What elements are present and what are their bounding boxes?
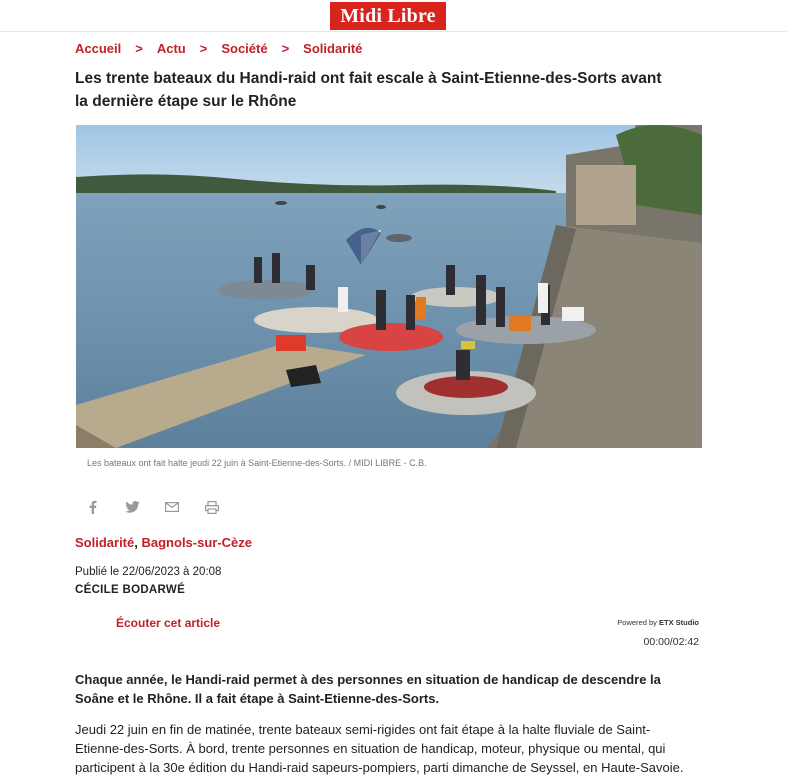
print-icon[interactable] [203, 499, 221, 515]
breadcrumb-home-link[interactable]: Accueil [75, 41, 122, 56]
powered-brand: ETX Studio [659, 618, 699, 627]
author-name[interactable]: CÉCILE BODARWÉ [75, 584, 186, 596]
powered-by-label [617, 618, 699, 627]
facebook-icon[interactable] [83, 499, 101, 515]
article-lead: Chaque année, le Handi-raid permet à des personnes en situation de handicap de descendre la Soâne et le Rhône. Il a fait étape à Saint-Etienne-des-Sorts. [75, 672, 661, 706]
tag-bagnols-link[interactable]: Bagnols-sur-Cèze [141, 535, 253, 550]
article-body: Jeudi 22 juin en fin de matinée, trente bateaux semi-rigides ont fait étape à la halte fluviale de Saint-Etienne-des-Sorts. À bord, trente personnes en situation de handicap, moteur, physique ou mental, qui participent à la 30e édition du Handi-raid sapeurs-pompiers, parti dimanche de Seyssel, en Haute-Savoie. [75, 722, 684, 775]
image-caption: Les bateaux ont fait halte jeudi 22 juin à Saint-Etienne-des-Sorts. / MIDI LIBRE - C.B. [87, 458, 427, 468]
listen-article-button[interactable]: Écouter cet article [116, 616, 221, 630]
chevron-right-icon: > [135, 41, 143, 56]
header-divider [0, 31, 787, 32]
share-bar [83, 499, 221, 515]
breadcrumb-societe-link[interactable]: Société [221, 41, 268, 56]
tag-separator: , [134, 535, 138, 550]
published-date: Publié le 22/06/2023 à 20:08 [75, 566, 222, 578]
email-icon[interactable] [163, 499, 181, 515]
logo-text: Midi Libre [340, 4, 436, 27]
audio-time: 00:00/02:42 [643, 636, 699, 648]
article-title: Les trente bateaux du Handi-raid ont fait escale à Saint-Etienne-des-Sorts avant la dernière étape sur le Rhône [75, 70, 662, 110]
twitter-icon[interactable] [123, 499, 141, 515]
site-logo[interactable] [330, 2, 446, 30]
chevron-right-icon: > [281, 41, 290, 56]
tag-solidarite-link[interactable]: Solidarité [75, 535, 135, 550]
breadcrumb-solidarite-link[interactable]: Solidarité [303, 41, 363, 56]
article-photo [76, 125, 702, 448]
article-tags [75, 535, 252, 550]
breadcrumb [75, 41, 362, 56]
breadcrumb-actu-link[interactable]: Actu [156, 41, 186, 56]
chevron-right-icon: > [199, 41, 208, 56]
powered-prefix: Powered by [617, 618, 657, 627]
